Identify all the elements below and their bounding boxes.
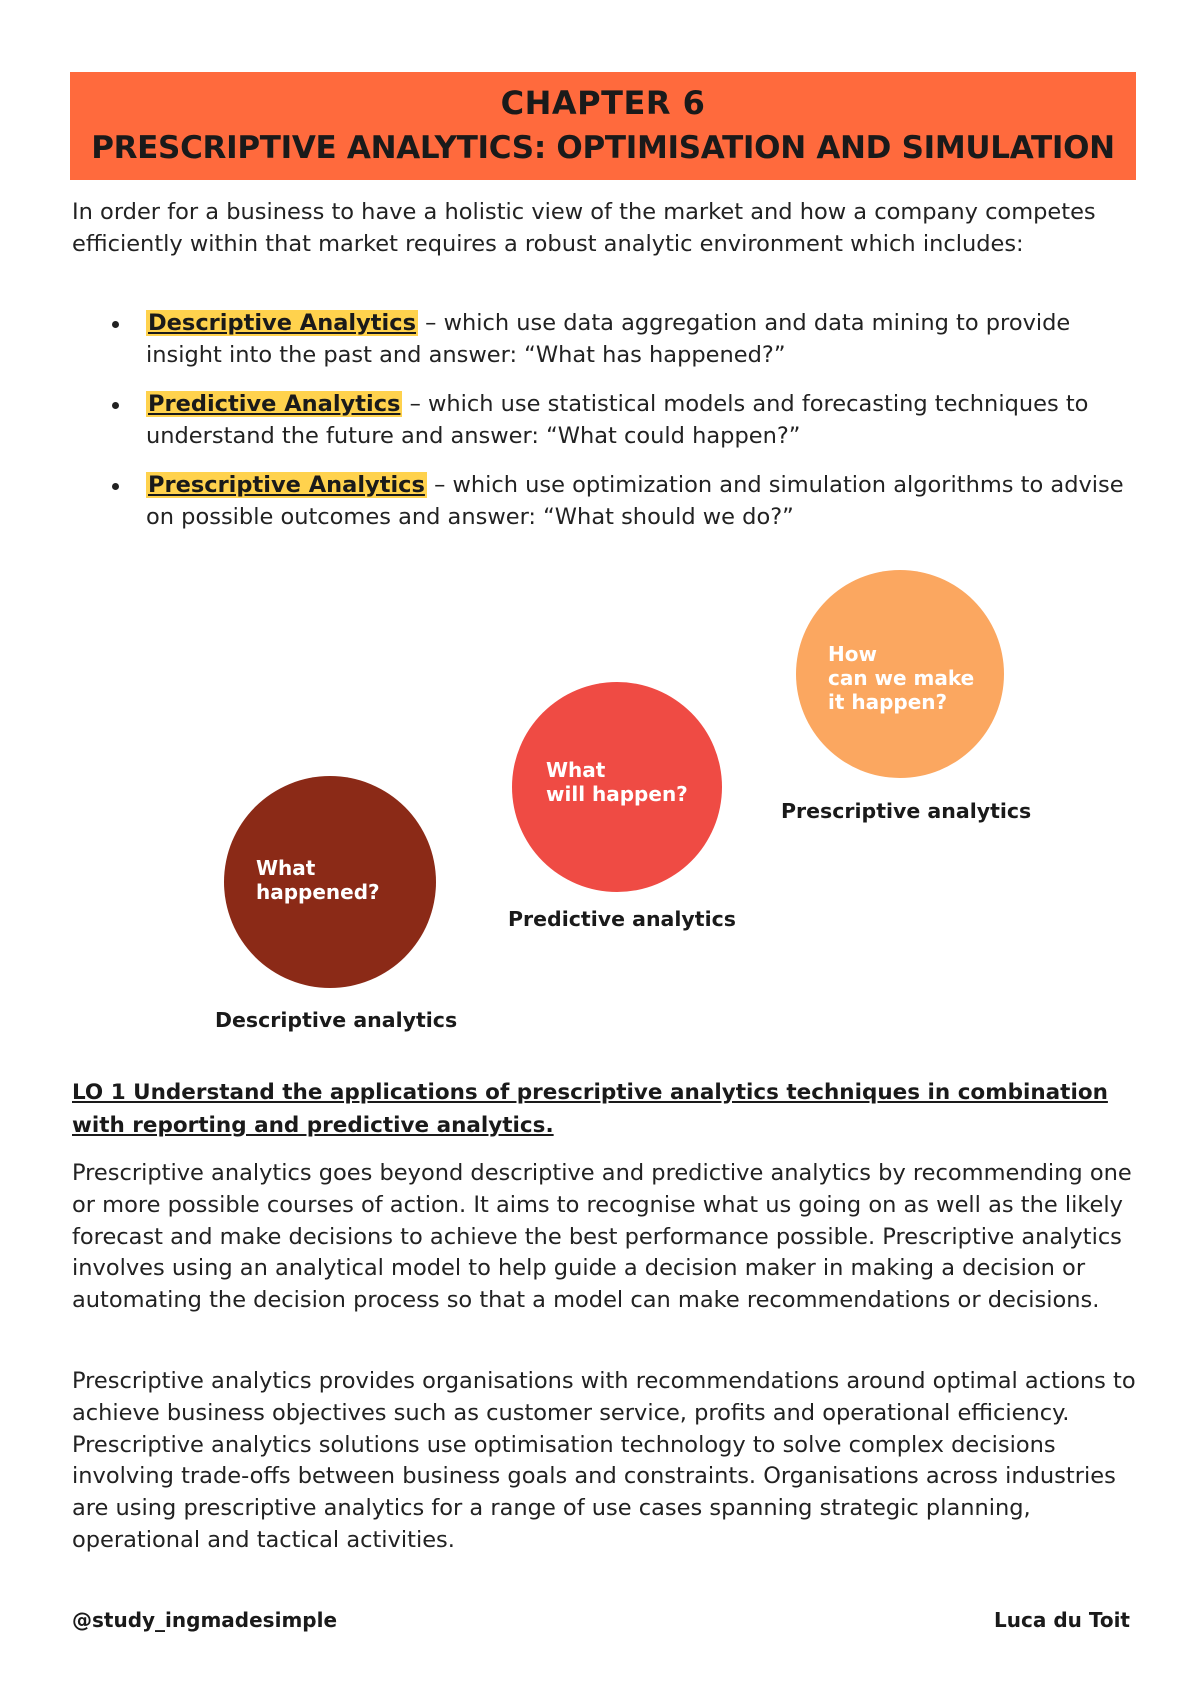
bullet-icon xyxy=(112,483,119,490)
predictive-circle xyxy=(512,682,722,892)
lo1-paragraph-2: Prescriptive analytics provides organisations with recommendations around optimal actions to achieve business objectives such as customer service, profits and operational efficiency. Prescriptive analytics solutions use optimisation technology to solve complex decisions involving trade-offs between business goals and constraints. Organisations across industries are using prescriptive analytics for a range of use cases spanning strategic planning, operational and tactical activities. xyxy=(72,1368,1136,1553)
lo1-heading: LO 1 Understand the applications of prescriptive analytics techniques in combination with reporting and predictive analytics. xyxy=(72,1080,1108,1138)
bullet-text: – which use statistical models and forecasting techniques to understand the future and answer: “What could happen?” xyxy=(146,391,1089,449)
descriptive-circle xyxy=(224,776,436,988)
lo1-paragraph-1: Prescriptive analytics goes beyond descriptive and predictive analytics by recommending one or more possible courses of action. It aims to recognise what us going on as well as the likely forecast and make decisions to achieve the best performance possible. Prescriptive analytics involves using an analytical model to help guide a decision maker in making a decision or automating the decision process so that a model can make recommendations or decisions. xyxy=(72,1160,1132,1314)
footer-author: Luca du Toit xyxy=(994,1608,1130,1632)
bullet-icon xyxy=(112,402,119,409)
list-item xyxy=(72,307,1132,371)
descriptive-question-line1: What xyxy=(256,856,316,880)
chapter-banner xyxy=(70,72,1136,180)
list-item xyxy=(72,388,1132,452)
bullet-text: – which use optimization and simulation algorithms to advise on possible outcomes and answer: “What should we do?” xyxy=(146,472,1124,530)
bullet-term: Prescriptive Analytics xyxy=(148,472,425,498)
bullet-text: – which use data aggregation and data mining to provide insight into the past and answer: “What has happened?” xyxy=(146,310,1071,368)
prescriptive-question-line1: How xyxy=(828,642,877,666)
bullet-term: Descriptive Analytics xyxy=(148,310,417,336)
footer-handle: @study_ingmadesimple xyxy=(72,1608,338,1632)
analytics-types-list xyxy=(72,307,1132,550)
prescriptive-question-line3: it happen? xyxy=(828,690,948,714)
predictive-label: Predictive analytics xyxy=(508,907,736,931)
chapter-title: PRESCRIPTIVE ANALYTICS: OPTIMISATION AND SIMULATION xyxy=(91,130,1115,166)
predictive-question-line2: will happen? xyxy=(546,782,688,806)
prescriptive-question-line2: can we make xyxy=(828,666,975,690)
intro-paragraph: In order for a business to have a holistic view of the market and how a company competes efficiently within that market requires a robust analytic environment which includes: xyxy=(72,199,1096,257)
descriptive-label: Descriptive analytics xyxy=(215,1008,458,1032)
bullet-term: Predictive Analytics xyxy=(148,391,401,417)
list-item xyxy=(72,469,1132,533)
predictive-question-line1: What xyxy=(546,758,606,782)
bullet-icon xyxy=(112,321,119,328)
prescriptive-label: Prescriptive analytics xyxy=(781,799,1032,823)
prescriptive-circle xyxy=(796,570,1004,778)
chapter-number: CHAPTER 6 xyxy=(500,84,706,122)
descriptive-question-line2: happened? xyxy=(256,880,380,904)
